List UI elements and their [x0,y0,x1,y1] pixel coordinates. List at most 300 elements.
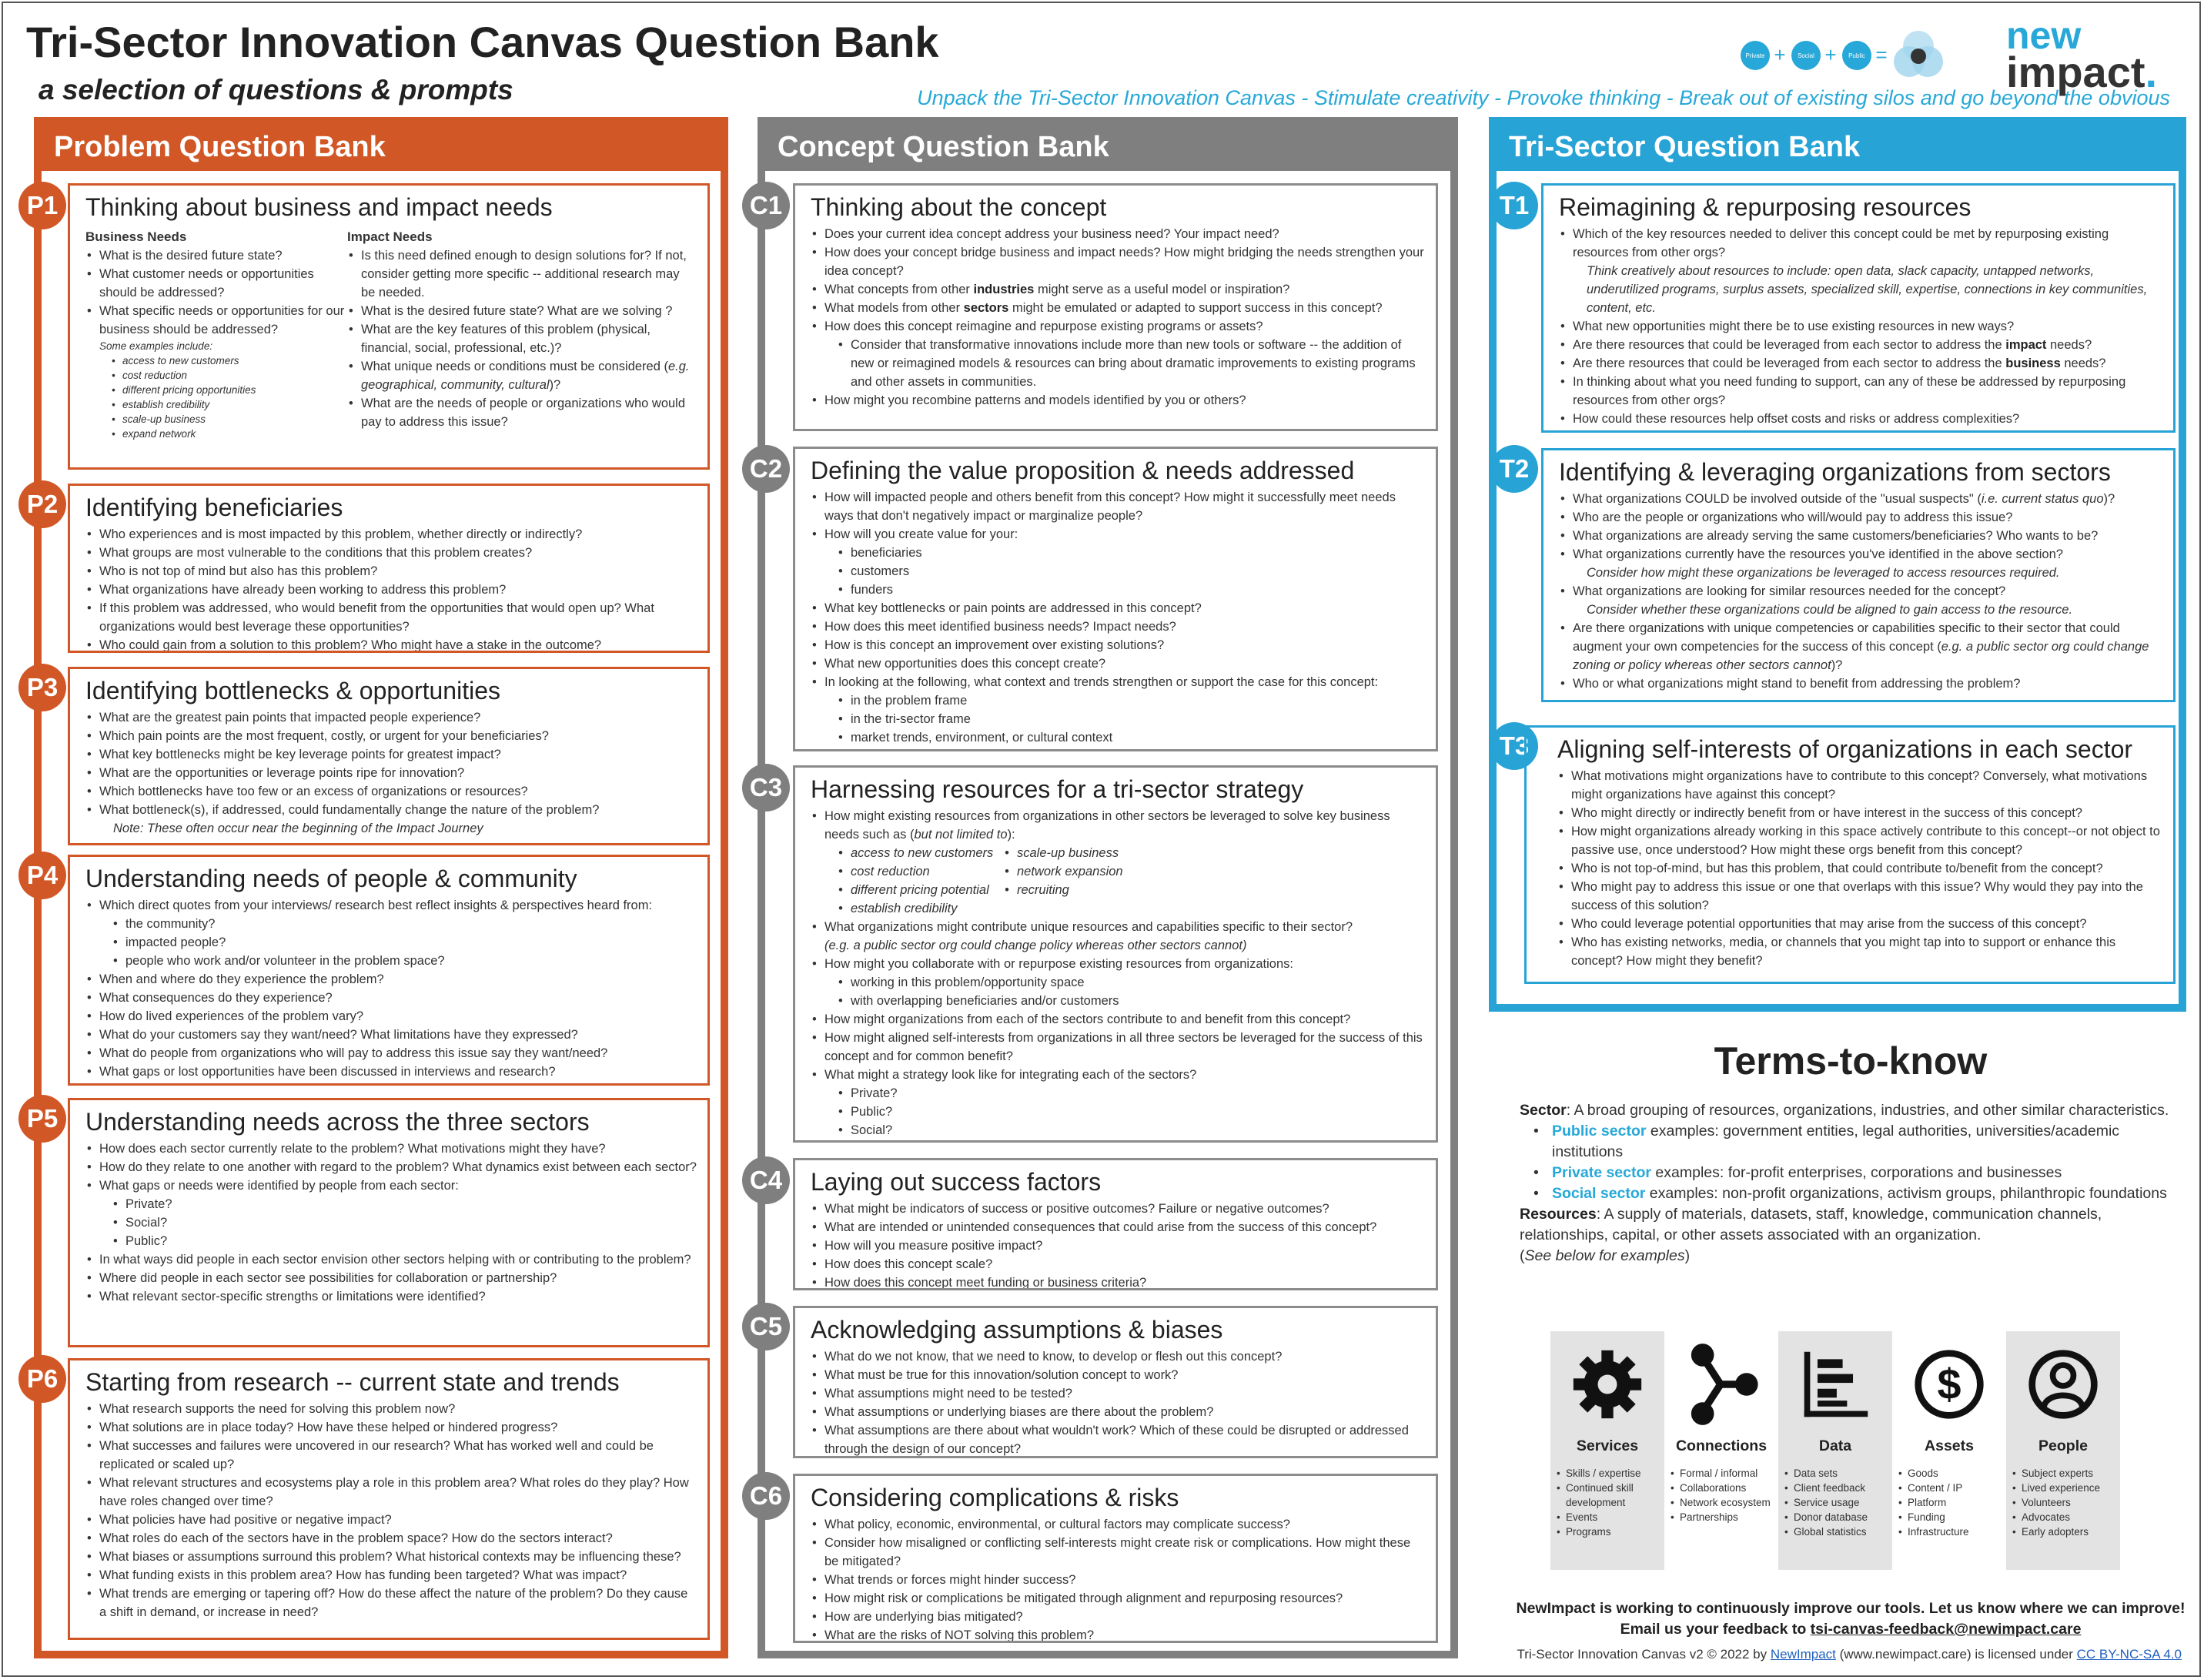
logo-impact-text [2006,48,2158,96]
list-item: • How might risk or complications be mitigated through alignment and repurposing resources? [811,1589,1425,1608]
list-item: • How does this concept reimagine and repurpose existing programs or assets? [811,317,1425,336]
list-item: • Public? [85,1232,697,1250]
feedback-email-link[interactable]: tsi-canvas-feedback@newimpact.care [1810,1621,2082,1638]
text: needs? [2046,338,2092,352]
list-item: • Volunteers [2011,1495,2115,1510]
section-title: Harnessing resources for a tri-sector strategy [811,775,1304,803]
list-item: • How could these resources help offset costs and risks or address complexities? [1559,410,2162,428]
list-item [347,357,697,394]
section-title: Acknowledging assumptions & biases [811,1316,1223,1344]
list-item: • What research supports the need for solving this problem now? [85,1400,697,1418]
list-item: • What groups are most vulnerable to the conditions that this problem creates? [85,544,697,562]
terms-heading: Terms-to-know [1714,1039,1988,1083]
question-list [85,708,697,838]
trisector-column [1489,117,2186,1012]
text: Email us your feedback to [1620,1621,1811,1638]
list-item: • Network ecosystem [1669,1495,1774,1510]
list-item: • Who experiences and is most impacted by this problem, whether directly or indirectly? [85,525,697,544]
bold-text: sectors [963,301,1009,315]
tagline: Unpack the Tri-Sector Innovation Canvas - Stimulate creativity - Provoke thinking - Break out of existing silos and go beyond the obvious [917,86,2170,109]
list-item: • What are intended or unintended consequences that could arise from the success of this concept? [811,1218,1425,1237]
resource-card-services [1550,1331,1664,1570]
question-list [1559,225,2162,428]
list-item: • Private? [85,1195,697,1213]
license-link[interactable]: CC BY-NC-SA 4.0 [2076,1647,2182,1662]
impact-needs-heading: Impact Needs [347,229,433,244]
page-subtitle: a selection of questions & prompts [38,74,513,105]
list-item: • expand network [85,427,347,441]
list-item: • What are the greatest pain points that impacted people experience? [85,708,697,727]
list-item: • Client feedback [1783,1481,1888,1495]
example-columns [811,844,1180,918]
logo-dot: . [2145,48,2158,96]
list-item: • What trends are emerging or tapering off? How do these affect the nature of the problem? Do they cause a shift in demand, or increase in need? [85,1585,697,1621]
bar-chart-icon [1783,1342,1888,1427]
network-icon [1669,1342,1774,1427]
bold-text: impact [2005,338,2047,352]
list-item: • Global statistics [1783,1524,1888,1539]
section-p6 [68,1358,710,1640]
badge-p3: P3 [18,664,66,711]
list-item: • the community? [85,915,697,933]
list-item [1559,336,2162,354]
logo-dot-private: Private [1745,52,1765,59]
text: What models from other [824,301,964,315]
italic-text: e.g. geographical, community, cultural [361,360,690,392]
section-c3 [793,765,1438,1143]
question-list [811,1347,1425,1458]
list-item [811,299,1425,317]
text: needs? [2060,356,2106,370]
section-p4 [68,855,710,1086]
italic-text: but not limited to [914,828,1008,842]
list-item: • What must be true for this innovation/solution concept to work? [811,1366,1425,1384]
text: Are there resources that could be leveraged from each sector to address the [1573,356,2006,370]
logo-impact-word: impact [2006,48,2145,96]
section-p2 [68,484,710,653]
list-item: • What are the risks of NOT solving this problem? [811,1626,1425,1643]
resource-card-assets [1892,1331,2006,1570]
list-item: • What gaps or needs were identified by people from each sector: [85,1176,697,1195]
list-item: • Early adopters [2011,1524,2115,1539]
list-item: • access to new customers [811,844,1003,862]
section-title: Defining the value proposition & needs addressed [811,457,1355,484]
text: Tri-Sector Innovation Canvas v2 © 2022 by [1517,1647,1771,1662]
list-item: • different pricing potential [811,881,1003,899]
text: What unique needs or conditions must be considered ( [361,360,668,373]
note: Consider whether these organizations could be aligned to gain access to the resource. [1587,603,2073,617]
list-item: • access to new customers [85,353,347,368]
text: might be emulated or adapted to support success in this concept? [1008,301,1383,315]
list-item: • Programs [1555,1524,1660,1539]
list-item [1559,619,2162,674]
list-item: • What relevant structures and ecosystems play a role in this problem area? What roles do they play? How have roles changed over time? [85,1474,697,1511]
concept-heading: Concept Question Bank [765,125,1450,171]
examples-right [1003,844,1123,918]
list-item: • How will you measure positive impact? [811,1237,1425,1255]
text: might serve as a useful model or inspiration? [1034,283,1290,296]
badge-c2: C2 [742,445,790,493]
list-item: • How might you recombine patterns and models identified by you or others? [811,391,1425,410]
list-item: • What are the needs of people or organizations who would pay to address this issue? [347,394,697,431]
list-item: • How does this meet identified business needs? Impact needs? [811,617,1425,636]
list-item: • Which pain points are the most frequent, costly, or urgent for your beneficiaries? [85,727,697,745]
section-c2 [793,447,1438,751]
italic-text: e.g. a public sector org could change zoning or policy whereas other sectors cannot [1573,640,2149,672]
list-item: • recruiting [1003,881,1123,899]
list-item: • scale-up business [1003,844,1123,862]
list-item: • Which direct quotes from your interviews/ research best reflect insights & perspectives heard from: [85,896,697,915]
list-item: • What policy, economic, environmental, or cultural factors may complicate success? [811,1515,1425,1534]
list-item: • Consider how misaligned or conflicting self-interests might create risk or complications. How might these be mitigated? [811,1534,1425,1571]
impact-needs-list [347,246,697,431]
section-title: Thinking about the concept [811,193,1107,221]
resource-card-connections [1664,1331,1778,1570]
question-list [811,488,1425,747]
list-item: • What assumptions or underlying biases are there about the problem? [811,1403,1425,1421]
resources-definition [1520,1204,2182,1246]
logo-plus-2: + [1824,43,1837,66]
list-item: • Public? [811,1103,1425,1121]
list-item: • scale-up business [85,412,347,427]
newimpact-logo [2006,14,2158,96]
list-item: • Collaborations [1669,1481,1774,1495]
list-item: • How does this concept scale? [811,1255,1425,1273]
list-item: • If this problem was addressed, who would benefit from the opportunities that would open up? What organizations would best leverage these opportunities? [85,599,697,636]
list-item: • What organizations are looking for similar resources needed for the concept? [1559,582,2162,601]
list-item: • Who or what organizations might stand to benefit from addressing the problem? [1559,674,2162,693]
problem-heading: Problem Question Bank [42,125,721,171]
badge-t2: T2 [1490,445,1538,493]
needs-columns [85,225,697,441]
resource-list [1783,1466,1888,1539]
note: Think creatively about resources to include: open data, slack capacity, untapped networks, underutilized programs, surplus assets, specialized skill, expertise, connections in key communities, content, etc. [1587,264,2148,315]
section-title: Identifying beneficiaries [85,494,343,521]
list-item: • Who could leverage potential opportunities that may arise from the success of this concept? [1557,915,2162,933]
social-sector-item [1520,1183,2182,1204]
list-item: • What new opportunities does this concept create? [811,654,1425,673]
list-item: • How does this concept meet funding or business criteria? [811,1273,1425,1290]
bold-text: industries [973,283,1035,296]
examples-note: Some examples include: [99,340,213,352]
list-item: • Private? [811,1084,1425,1103]
list-item: • Which of the key resources needed to deliver this concept could be met by repurposing existing resources from other orgs? [1559,225,2162,262]
list-item: • What key bottlenecks might be key leverage points for greatest impact? [85,745,697,764]
resource-name: People [2038,1437,2088,1454]
text: ( [1520,1247,1525,1264]
list-item: • Advocates [2011,1510,2115,1524]
text: )? [549,378,561,392]
list-item: • What is the desired future state? What are we solving ? [347,302,697,320]
text: Are there organizations with unique competencies or capabilities specific to their sector that could augment your own competencies for the success of this concept ( [1573,621,2120,654]
list-item: • Subject experts [2011,1466,2115,1481]
feedback-note [1512,1598,2189,1640]
list-item: • How do lived experiences of the problem vary? [85,1007,697,1026]
badge-p1: P1 [18,182,66,229]
term-text: : A supply of materials, datasets, staff, knowledge, communication channels, relationships, capital, or other assets associated with an organization. [1520,1206,2102,1243]
text: What organizations COULD be involved outside of the "usual suspects" ( [1573,492,1982,506]
list-item: • Content / IP [1897,1481,2002,1495]
list-item: • Where did people in each sector see possibilities for collaboration or partnership? [85,1269,697,1287]
list-item: • What is the desired future state? [85,246,347,265]
badge-c3: C3 [742,764,790,812]
section-c4 [793,1158,1438,1290]
text: )? [1831,658,1843,672]
question-list [811,918,1425,1140]
list-item: • How might organizations already working in this space actively contribute to this concept--or not object to passive use, once understood? How might these orgs benefit from this concept? [1557,822,2162,859]
section-p3 [68,667,710,845]
resource-name: Services [1576,1437,1639,1454]
dollar-icon [1897,1342,2002,1427]
resource-list [1669,1466,1774,1524]
badge-p2: P2 [18,480,66,528]
list-item: • What consequences do they experience? [85,989,697,1007]
badge-c6: C6 [742,1472,790,1520]
list-item: • Social? [85,1213,697,1232]
list-item: • What new opportunities might there be to use existing resources in new ways? [1559,317,2162,336]
question-list [85,525,697,653]
bold-text: business [2005,356,2061,370]
section-t1 [1541,183,2176,433]
text: ) [1684,1247,1691,1264]
gear-icon [1555,1342,1660,1427]
section-c1 [793,183,1438,431]
section-c6 [793,1474,1438,1643]
resource-card-people [2006,1331,2120,1570]
list-item: • Social? [811,1121,1425,1140]
question-list [85,1140,697,1306]
list-item: • funders [811,581,1425,599]
resource-name: Assets [1925,1437,1974,1454]
list-item: • Who might pay to address this issue or one that overlaps with this issue? Why would they pay into the success of this solution? [1557,878,2162,915]
list-item: • What customer needs or opportunities should be addressed? [85,265,347,302]
logo-new-text: new [2006,14,2082,57]
business-needs-list [85,246,347,441]
badge-t3: T3 [1490,722,1538,770]
section-title: Identifying bottlenecks & opportunities [85,677,500,704]
list-item: • What trends or forces might hinder success? [811,1571,1425,1589]
list-item: • What might be indicators of success or positive outcomes? Failure or negative outcomes? [811,1200,1425,1218]
list-item: • When and where do they experience the problem? [85,970,697,989]
list-item: • different pricing opportunities [85,383,347,397]
list-item: • What do we not know, that we need to know, to develop or flesh out this concept? [811,1347,1425,1366]
list-item: • What do your customers say they want/need? What limitations have they expressed? [85,1026,697,1044]
list-item: • Who is not top-of-mind, but has this problem, that could contribute to/benefit from the concept? [1557,859,2162,878]
list-item: • beneficiaries [811,544,1425,562]
list-item: • What policies have had positive or negative impact? [85,1511,697,1529]
section-title: Starting from research -- current state and trends [85,1368,620,1396]
list-item [811,807,1425,844]
list-item: • establish credibility [811,899,1003,918]
list-item: • How is this concept an improvement over existing solutions? [811,636,1425,654]
term-text: examples: for-profit enterprises, corporations and businesses [1651,1164,2062,1181]
list-item: • Who has existing networks, media, or channels that you might tap into to support or enhance this concept? How might they benefit? [1557,933,2162,970]
list-item: • In looking at the following, what context and trends strengthen or support the case for this concept: [811,673,1425,691]
term-label: Social sector [1552,1185,1646,1202]
list-item: • How will impacted people and others benefit from this concept? How might it successfully meet needs ways that don't negatively impact or marginalize people? [811,488,1425,525]
logo-dot-public: Public [1848,52,1865,59]
text: What concepts from other [824,283,974,296]
list-item: • In what ways did people in each sector envision other sectors helping with or contributing to the problem? [85,1250,697,1269]
list-item: • Skills / expertise [1555,1466,1660,1481]
examples-left [811,844,1003,918]
text: ): [1007,828,1015,842]
list-item: • How does your concept bridge business and impact needs? How might bridging the needs strengthen your idea concept? [811,243,1425,280]
list-item: • Funding [1897,1510,2002,1524]
badge-p6: P6 [18,1355,66,1403]
list-item: • What specific needs or opportunities for our business should be addressed? [85,302,347,339]
list-item: • In thinking about what you need funding to support, can any of these be addressed by repurposing resources from other orgs? [1559,373,2162,410]
term-label: Public sector [1552,1123,1647,1140]
badge-p5: P5 [18,1095,66,1143]
list-item: • Who might directly or indirectly benefit from or have interest in the success of this concept? [1557,804,2162,822]
private-sector-item [1520,1163,2182,1183]
page-title: Tri-Sector Innovation Canvas Question Bank [26,18,939,66]
list-item: • in the tri-sector frame [811,710,1425,728]
list-item: • What organizations might contribute unique resources and capabilities specific to their sector? [811,918,1425,936]
see-below-note [1520,1246,2182,1267]
list-item: • customers [811,562,1425,581]
section-title: Thinking about business and impact needs [85,193,553,221]
list-item: • Formal / informal [1669,1466,1774,1481]
list-item: • Who could gain from a solution to this problem? Who might have a stake in the outcome? [85,636,697,653]
svg-text:$: $ [1937,1360,1962,1409]
resource-list [1555,1466,1660,1539]
list-item: • What do people from organizations who will pay to address this issue say they want/need? [85,1044,697,1063]
list-item: • Which bottlenecks have too few or an excess of organizations or resources? [85,782,697,801]
resource-list [1897,1466,2002,1539]
note: (e.g. a public sector org could change policy whereas other sectors cannot) [824,939,1247,952]
term-label: Resources [1520,1206,1597,1223]
list-item: • Lived experience [2011,1481,2115,1495]
question-list [1542,767,2162,970]
section-title: Reimagining & repurposing resources [1559,193,1972,221]
list-item: • What biases or assumptions surround this problem? What historical contexts may be influencing these? [85,1548,697,1566]
text: )? [2103,492,2115,506]
list-item: • people who work and/or volunteer in the problem space? [85,952,697,970]
resource-name: Connections [1675,1437,1768,1454]
list-item: • cost reduction [85,368,347,383]
list-item: • market trends, environment, or cultural context [811,728,1425,747]
section-title: Understanding needs of people & community [85,865,577,892]
list-item: • network expansion [1003,862,1123,881]
term-label: Sector [1520,1102,1567,1119]
term-text: : A broad grouping of resources, organizations, industries, and other similar characteristics. [1566,1102,2169,1119]
list-item: • What solutions are in place today? How have these helped or hindered progress? [85,1418,697,1437]
list-item: • impacted people? [85,933,697,952]
badge-p4: P4 [18,852,66,899]
resource-list [2011,1466,2115,1539]
list-item: • How are underlying bias mitigated? [811,1608,1425,1626]
list-item: • What are the opportunities or leverage points ripe for innovation? [85,764,697,782]
section-t3 [1524,725,2176,984]
logo-plus-1: + [1774,43,1786,66]
list-item: • What motivations might organizations have to contribute to this concept? Conversely, what motivations might organizations have against this concept? [1557,767,2162,804]
logo-equals: = [1875,43,1888,66]
list-item: • What organizations are already serving the same customers/beneficiaries? Who wants to be? [1559,527,2162,545]
list-item: • Events [1555,1510,1660,1524]
badge-c1: C1 [742,182,790,229]
list-item: • What gaps or lost opportunities have been discussed in interviews and research? [85,1063,697,1081]
note: Note: These often occur near the beginning of the Impact Journey [113,822,483,835]
section-title: Understanding needs across the three sectors [85,1108,590,1136]
section-title: Considering complications & risks [811,1484,1179,1511]
list-item: • in the problem frame [811,691,1425,710]
terms-to-know [1520,1039,2182,1267]
list-item: • How do they relate to one another with regard to the problem? What dynamics exist between each sector? [85,1158,697,1176]
term-text: examples: government entities, legal authorities, universities/academic institutions [1552,1123,2120,1160]
list-item: • Infrastructure [1897,1524,2002,1539]
sector-venn-logo [1740,26,1963,80]
list-item: • working in this problem/opportunity space [811,973,1425,992]
list-item: • What organizations have already been working to address this problem? [85,581,697,599]
list-item: • with overlapping beneficiaries and/or customers [811,992,1425,1010]
list-item: • What assumptions might need to be tested? [811,1384,1425,1403]
list-item: • What relevant sector-specific strengths or limitations were identified? [85,1287,697,1306]
section-title: Laying out success factors [811,1168,1102,1196]
list-item: • How will you create value for your: [811,525,1425,544]
question-list [811,807,1425,844]
list-item: • Consider that transformative innovations include more than new tools or software -- the addition of new or reimagined models & resources can bring about dramatic improvements to existing programs and other assets in communities. [811,336,1425,391]
feedback-line: NewImpact is working to continuously improve our tools. Let us know where we can improve! [1516,1600,2186,1617]
badge-c4: C4 [742,1156,790,1204]
business-needs [85,225,347,441]
business-needs-heading: Business Needs [85,229,187,244]
question-list [1559,490,2162,693]
question-list [811,1200,1425,1290]
italic-text: i.e. current status quo [1981,492,2104,506]
list-item: • What are the key features of this problem (physical, financial, social, professional, etc.)? [347,320,697,357]
list-item: • What roles do each of the sectors have in the problem space? How do the sectors interact? [85,1529,697,1548]
email-line [1512,1619,2189,1640]
list-item: • Donor database [1783,1510,1888,1524]
list-item: • What might a strategy look like for integrating each of the sectors? [811,1066,1425,1084]
section-c5 [793,1306,1438,1458]
list-item: • How does each sector currently relate to the problem? What motivations might they have? [85,1140,697,1158]
list-item [1559,490,2162,508]
concept-column [749,117,1458,1658]
section-title: Aligning self-interests of organizations in each sector [1557,735,2133,763]
badge-c5: C5 [742,1303,790,1350]
impact-needs [347,225,697,441]
newimpact-link[interactable]: NewImpact [1770,1647,1836,1662]
public-sector-item [1520,1121,2182,1163]
list-item: • Who is not top of mind but also has this problem? [85,562,697,581]
list-item: • Goods [1897,1466,2002,1481]
list-item: • Data sets [1783,1466,1888,1481]
section-p5 [68,1098,710,1347]
resource-card-data [1778,1331,1892,1570]
section-title: Identifying & leveraging organizations from sectors [1559,458,2111,486]
badge-t1: T1 [1490,182,1538,229]
sector-definition [1520,1100,2182,1121]
term-label: Private sector [1552,1164,1651,1181]
list-item: • Who are the people or organizations who will/would pay to address this issue? [1559,508,2162,527]
list-item: • What key bottlenecks or pain points are addressed in this concept? [811,599,1425,617]
resource-cards [1550,1331,2120,1570]
list-item: • How might organizations from each of the sectors contribute to and benefit from this concept? [811,1010,1425,1029]
question-bank-page [2,2,2201,1677]
list-item: • establish credibility [85,397,347,412]
question-list [811,1515,1425,1643]
logo-dot-social: Social [1798,52,1814,59]
list-item: • Does your current idea concept address your business need? Your impact need? [811,225,1425,243]
list-item: • Is this need defined enough to design solutions for? If not, consider getting more specific -- additional research may be needed. [347,246,697,302]
list-item: • What funding exists in this problem area? How has funding been targeted? What was impact? [85,1566,697,1585]
list-item: • How might you collaborate with or repurpose existing resources from organizations: [811,955,1425,973]
note: Consider how might these organizations be leveraged to access resources required. [1587,566,2060,580]
italic-text: See below for examples [1524,1247,1685,1264]
